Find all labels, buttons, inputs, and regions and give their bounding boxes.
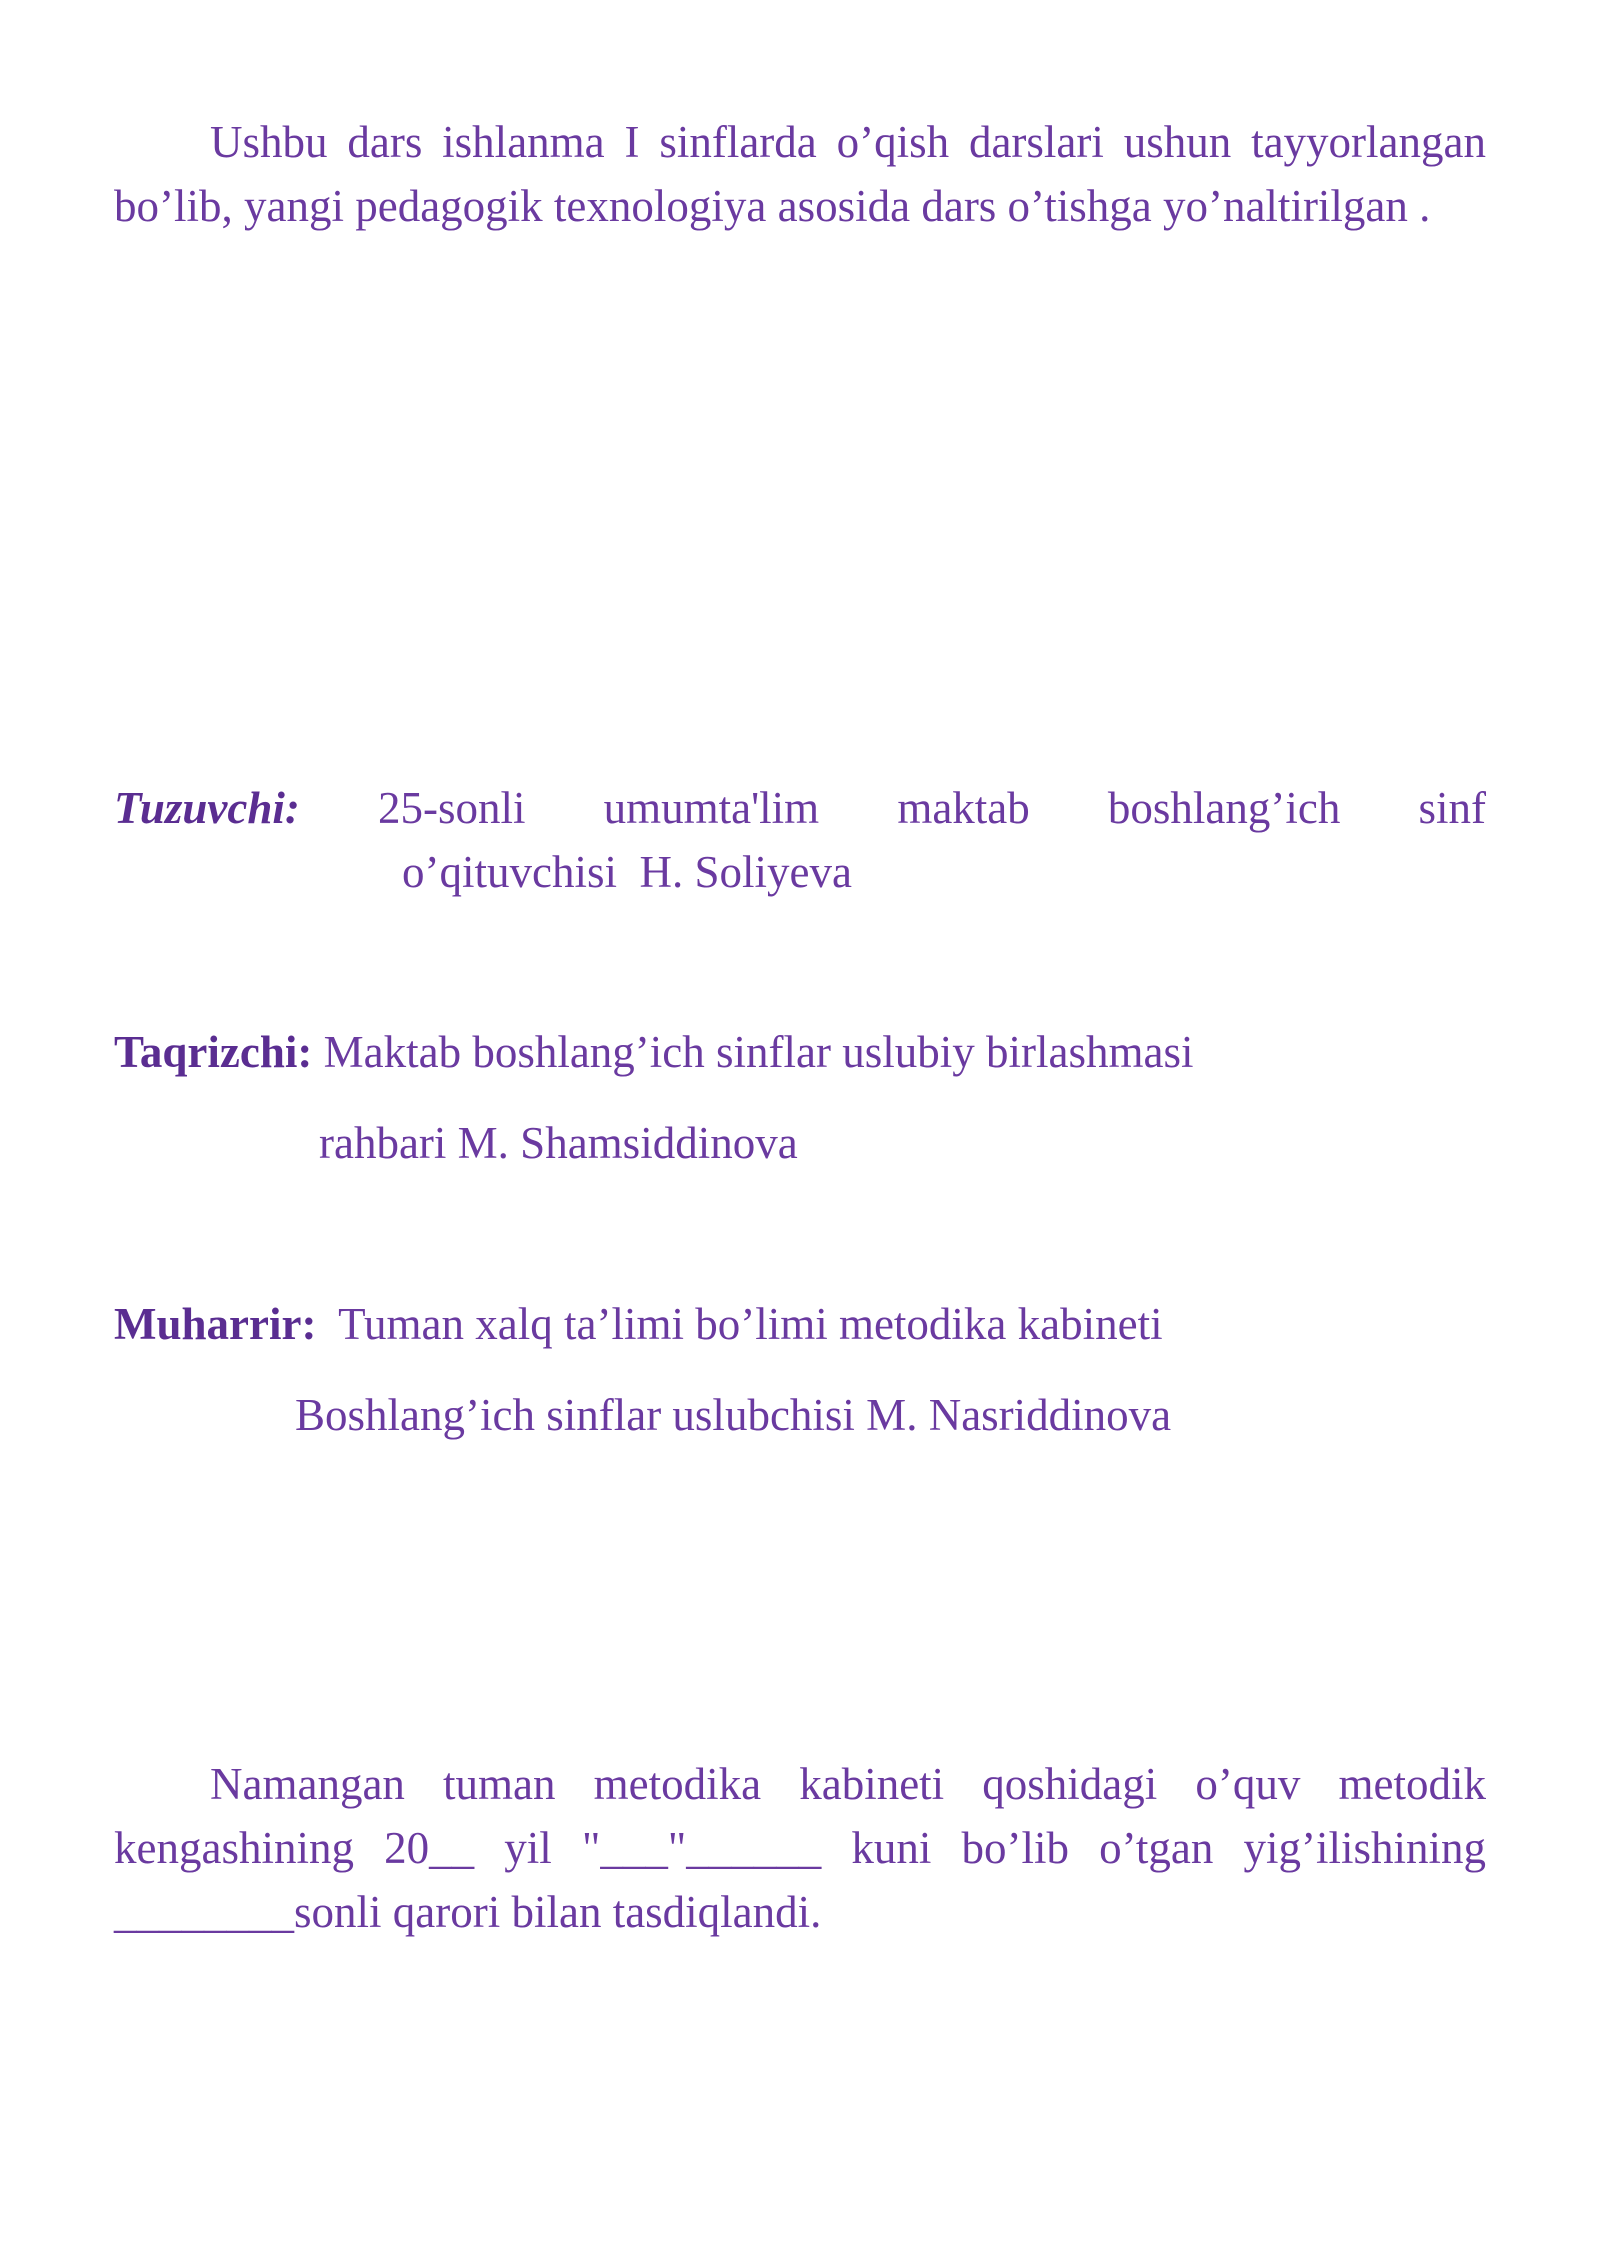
editor-section <box>114 1292 1486 1356</box>
author-line-2: o’qituvchisi H. Soliyeva <box>402 847 852 897</box>
author-word: maktab <box>897 783 1030 833</box>
reviewer-section <box>114 1020 1486 1084</box>
reviewer-line-2: rahbari M. Shamsiddinova <box>319 1118 798 1168</box>
author-section <box>114 776 1486 904</box>
editor-line-2: Boshlang’ich sinflar uslubchisi M. Nasriddinova <box>295 1390 1172 1440</box>
reviewer-line-1 <box>114 1020 1486 1084</box>
editor-text: Tuman xalq ta’limi bo’limi metodika kabineti <box>316 1299 1163 1349</box>
editor-label: Muharrir: <box>114 1299 317 1349</box>
reviewer-label: Taqrizchi: <box>114 1027 313 1077</box>
author-line-1 <box>114 776 1486 840</box>
approval-paragraph: Namangan tuman metodika kabineti qoshidagi o’quv metodik kengashining 20__ yil "___"______ kuni bo’lib o’tgan yig’ilishining ________sonli qarori bilan tasdiqlandi. <box>114 1759 1486 1937</box>
author-word: sinf <box>1418 783 1486 833</box>
author-word: umumta'lim <box>603 783 820 833</box>
author-word: boshlang’ich <box>1107 783 1341 833</box>
author-label: Tuzuvchi: <box>114 783 300 833</box>
reviewer-text: Maktab boshlang’ich sinflar uslubiy birlashmasi <box>312 1027 1194 1077</box>
author-word: 25-sonli <box>377 783 526 833</box>
editor-line-1 <box>114 1292 1486 1356</box>
intro-paragraph: Ushbu dars ishlanma I sinflarda o’qish darslari ushun tayyorlangan bo’lib, yangi pedagogik texnologiya asosida dars o’tishga yo’naltirilgan . <box>114 117 1486 231</box>
